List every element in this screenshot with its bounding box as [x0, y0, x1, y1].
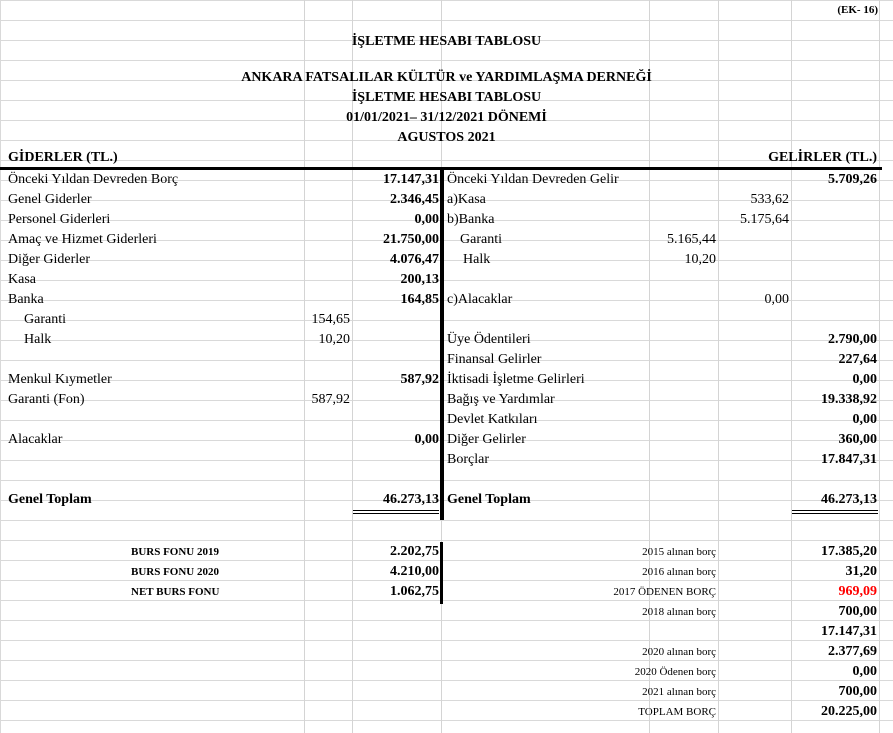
gider-value: 0,00	[414, 212, 439, 227]
gelir-value: 5.709,26	[828, 172, 877, 187]
gelir-subvalue: 5.165,44	[667, 232, 716, 247]
gider-value: 17.147,31	[383, 172, 439, 187]
gelir-value: 19.338,92	[821, 392, 877, 407]
gelir-label: b)Banka	[447, 212, 495, 227]
gelir-subvalue: 533,62	[750, 192, 789, 207]
burs-label: BURS FONU 2020	[131, 566, 220, 578]
gelir-total-label: Genel Toplam	[447, 492, 531, 507]
period: 01/01/2021– 31/12/2021 DÖNEMİ	[346, 110, 547, 125]
burs-label: BURS FONU 2019	[131, 546, 220, 558]
gelir-sublabel: Halk	[463, 252, 491, 267]
burs-value: 2.202,75	[390, 544, 439, 559]
borc-label: 2015 alınan borç	[642, 546, 716, 558]
gider-label: Önceki Yıldan Devreden Borç	[8, 172, 179, 187]
gelir-label: Finansal Gelirler	[447, 352, 542, 367]
gelir-label: Önceki Yıldan Devreden Gelir	[447, 172, 619, 187]
gider-subvalue: 154,65	[311, 312, 350, 327]
gelir-label: Üye Ödentileri	[447, 332, 531, 347]
gelir-value: 227,64	[838, 352, 877, 367]
burs-value: 4.210,00	[390, 564, 439, 579]
annex-number: (EK- 16)	[837, 4, 878, 16]
double-underline	[353, 510, 439, 511]
burs-value: 1.062,75	[390, 584, 439, 599]
gelir-label: Bağış ve Yardımlar	[447, 392, 555, 407]
borc-label: 2018 alınan borç	[642, 606, 716, 618]
double-underline	[353, 513, 439, 514]
column-divider-lower	[440, 542, 443, 604]
gider-value: 0,00	[414, 432, 439, 447]
month: AGUSTOS 2021	[397, 130, 496, 145]
gider-subvalue: 587,92	[311, 392, 350, 407]
double-underline	[792, 513, 878, 514]
gider-value: 164,85	[400, 292, 439, 307]
gider-label: Garanti (Fon)	[8, 392, 85, 407]
gelir-subvalue: 10,20	[684, 252, 716, 267]
double-underline	[792, 510, 878, 511]
borc-value: 2.377,69	[828, 644, 877, 659]
gider-sublabel: Garanti	[24, 312, 66, 327]
borc-subtotal: 17.147,31	[821, 624, 877, 639]
gider-label: Amaç ve Hizmet Giderleri	[8, 232, 157, 247]
gelir-label: Borçlar	[447, 452, 489, 467]
organization-name: ANKARA FATSALILAR KÜLTÜR ve YARDIMLAŞMA DERNEĞİ	[241, 70, 652, 85]
borc-value: 31,20	[845, 564, 877, 579]
gelir-value: 360,00	[838, 432, 877, 447]
gelir-label: İktisadi İşletme Gelirleri	[447, 372, 585, 387]
borc-total-label: TOPLAM BORÇ	[638, 706, 716, 718]
gider-value: 2.346,45	[390, 192, 439, 207]
gelir-label: Diğer Gelirler	[447, 432, 526, 447]
gider-value: 4.076,47	[390, 252, 439, 267]
gider-label: Alacaklar	[8, 432, 63, 447]
borc-total-value: 20.225,00	[821, 704, 877, 719]
borc-value-paid: 969,09	[838, 584, 877, 599]
column-divider	[440, 170, 444, 520]
gelir-label: a)Kasa	[447, 192, 486, 207]
gider-label: Banka	[8, 292, 44, 307]
table-subtitle: İŞLETME HESABI TABLOSU	[351, 90, 542, 105]
gelir-label: Devlet Katkıları	[447, 412, 538, 427]
gider-subvalue: 10,20	[318, 332, 350, 347]
gelir-value: 17.847,31	[821, 452, 877, 467]
gider-total-label: Genel Toplam	[8, 492, 92, 507]
borc-value: 700,00	[838, 684, 877, 699]
page-title: İŞLETME HESABI TABLOSU	[351, 34, 542, 49]
borc-label: 2021 alınan borç	[642, 686, 716, 698]
gider-sublabel: Halk	[24, 332, 52, 347]
gelir-value: 0,00	[852, 412, 877, 427]
gelir-sublabel: Garanti	[460, 232, 502, 247]
gelir-subvalue: 0,00	[764, 292, 789, 307]
gelir-subvalue: 5.175,64	[740, 212, 789, 227]
gelir-total-value: 46.273,13	[821, 492, 877, 507]
gelir-value: 0,00	[852, 372, 877, 387]
giderler-header: GİDERLER (TL.)	[8, 150, 118, 165]
gelir-value: 2.790,00	[828, 332, 877, 347]
borc-label: 2020 Ödenen borç	[634, 666, 716, 678]
gider-value: 21.750,00	[383, 232, 439, 247]
gider-value: 200,13	[400, 272, 439, 287]
borc-value: 17.385,20	[821, 544, 877, 559]
borc-value: 700,00	[838, 604, 877, 619]
gider-value: 587,92	[400, 372, 439, 387]
borc-label: 2020 alınan borç	[642, 646, 716, 658]
borc-label: 2016 alınan borç	[642, 566, 716, 578]
gider-label: Genel Giderler	[8, 192, 92, 207]
gider-label: Kasa	[8, 272, 36, 287]
borc-value: 0,00	[852, 664, 877, 679]
gelirler-header: GELİRLER (TL.)	[768, 150, 877, 165]
gider-total-value: 46.273,13	[383, 492, 439, 507]
burs-label: NET BURS FONU	[131, 586, 220, 598]
borc-label: 2017 ÖDENEN BORÇ	[613, 586, 716, 598]
gider-label: Menkul Kıymetler	[8, 372, 112, 387]
gelir-label: c)Alacaklar	[447, 292, 513, 307]
gider-label: Personel Giderleri	[8, 212, 111, 227]
gider-label: Diğer Giderler	[8, 252, 91, 267]
